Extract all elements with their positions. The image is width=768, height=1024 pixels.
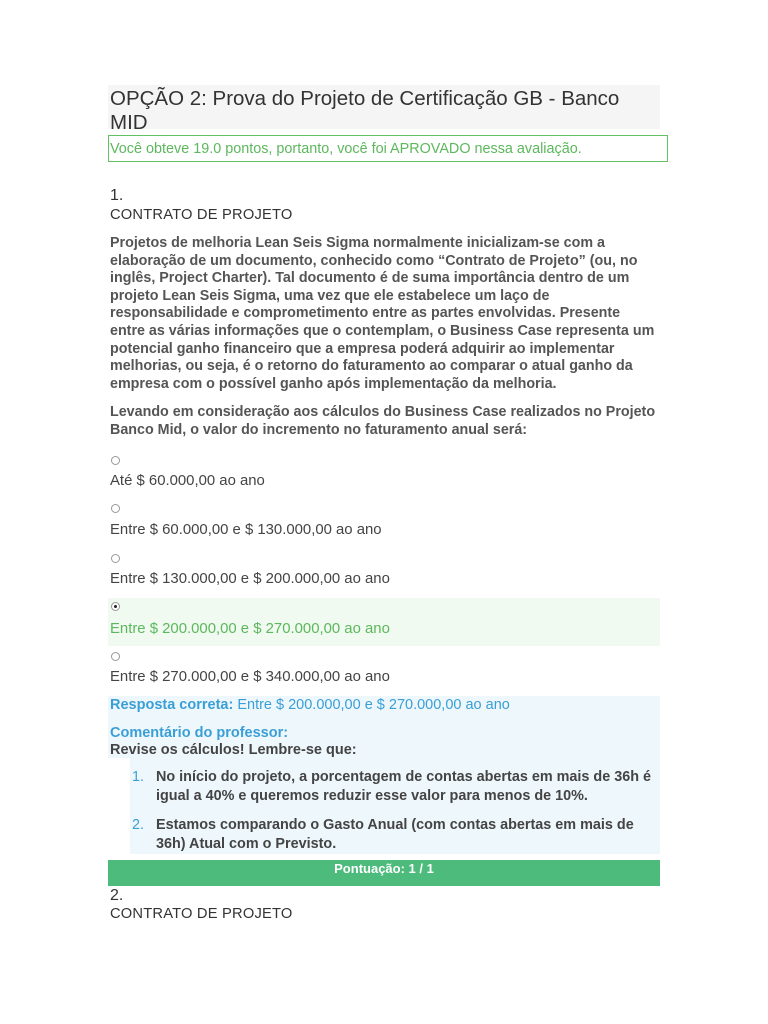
result-message: Você obteve 19.0 pontos, portanto, você foi APROVADO nessa avaliação. <box>110 141 582 157</box>
question-prompt: Levando em consideração aos cálculos do Business Case realizados no Projeto Banco Mid, o valor do incremento no faturamento anual será: <box>110 404 656 438</box>
comment-item-2: Estamos comparando o Gasto Anual (com contas abertas em mais de 36h) Atual com o Previsto. <box>156 817 634 852</box>
option-label-4[interactable]: Entre $ 200.000,00 e $ 270.000,00 ao ano <box>110 621 390 637</box>
option-radio-3[interactable] <box>111 554 120 563</box>
correct-answer-line <box>110 696 510 714</box>
question-section-title: CONTRATO DE PROJETO <box>110 207 293 223</box>
question-number: 1. <box>110 187 124 204</box>
comment-item-number-2: 2. <box>132 817 145 833</box>
correct-answer-prefix: Resposta correta: <box>110 697 234 713</box>
comment-text: Revise os cálculos! Lembre-se que: <box>110 742 357 758</box>
comment-item-1: No início do projeto, a porcentagem de contas abertas em mais de 36h é igual a 40% e queremos reduzir esse valor para menos de 10%. <box>156 769 652 804</box>
question-section-title-2: CONTRATO DE PROJETO <box>110 906 293 922</box>
question-number-2: 2. <box>110 887 124 904</box>
option-label-1[interactable]: Até $ 60.000,00 ao ano <box>110 473 265 489</box>
option-radio-2[interactable] <box>111 504 120 513</box>
option-radio-1[interactable] <box>111 456 120 465</box>
option-label-5[interactable]: Entre $ 270.000,00 e $ 340.000,00 ao ano <box>110 669 390 685</box>
page-title: OPÇÃO 2: Prova do Projeto de Certificação GB - Banco MID <box>110 87 620 134</box>
comment-title: Comentário do professor: <box>110 725 289 741</box>
option-radio-4-selected[interactable] <box>111 602 120 611</box>
option-radio-5[interactable] <box>111 652 120 661</box>
comment-item-number-1: 1. <box>132 769 145 785</box>
score-text: Pontuação: 1 / 1 <box>334 861 434 876</box>
question-text: Projetos de melhoria Lean Seis Sigma normalmente inicializam-se com a elaboração de um documento, conhecido como “Contrato de Projeto” (ou, no inglês, Project Charter). Tal documento é de suma importância dentro de um projeto Lean Seis Sigma, uma vez que ele estabelece um laço de responsabilidade e comprometimento entre as partes envolvidas. Presente entre as várias informações que o contemplam, o Business Case representa um potencial ganho financeiro que a empresa poderá adquirir ao implementar melhorias, ou seja, é o retorno do faturamento ao comparar o atual ganho da empresa com o possível ganho após implementação da melhoria. <box>110 235 655 392</box>
option-label-2[interactable]: Entre $ 60.000,00 e $ 130.000,00 ao ano <box>110 522 382 538</box>
option-label-3[interactable]: Entre $ 130.000,00 e $ 200.000,00 ao ano <box>110 571 390 587</box>
correct-answer-text: Entre $ 200.000,00 e $ 270.000,00 ao ano <box>237 697 510 713</box>
